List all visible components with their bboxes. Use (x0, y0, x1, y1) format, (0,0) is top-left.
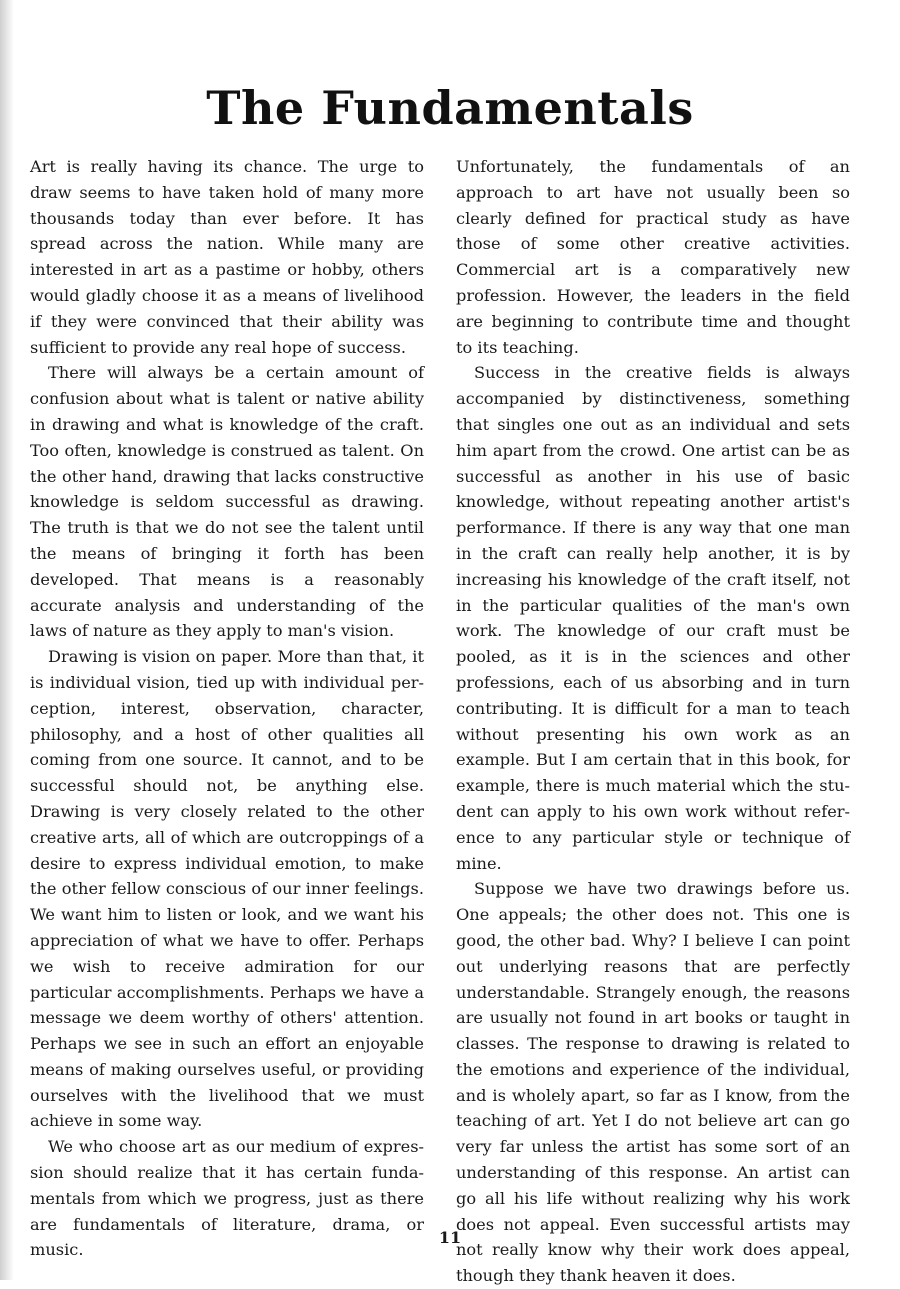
right-paragraph-1: Unfortunately, the fundamentals of an approach to art have not usually been so clearly defined for practical study as have those of some other creative activities. Commercial art is a comparatively new profession. However, the leaders in the field are beginning to contribute time and thought to its teaching. (456, 157, 850, 357)
left-paragraph-3: Drawing is vision on paper. More than that, it is individual vision, tied up with individual perception, interest, observation, character, philosophy, and a host of other qualities all coming from one source. It cannot, and to be successful should not, be anything else. Drawing is very closely related to the other creative arts, all of which are outcroppings of a desire to express individual emotion, to make the other fellow conscious of our inner feelings. We want him to listen or look, and we want his appreciation of what we have to offer. Perhaps we wish to receive admiration for our particular accomplishments. Perhaps we have a message we deem worthy of others' attention. Perhaps we see in such an effort an enjoyable means of making ourselves useful, or providing ourselves with the livelihood that we must achieve in some way. (30, 647, 424, 1131)
left-text-column (30, 154, 424, 1263)
page-gutter-shadow (0, 0, 14, 1280)
left-paragraph-4: We who choose art as our medium of expression should realize that it has certain fundamentals from which we progress, just as there are fundamentals of literature, drama, or music. (30, 1137, 424, 1260)
left-paragraph-1: Art is really having its chance. The urge to draw seems to have taken hold of many more thousands today than ever before. It has spread across the nation. While many are interested in art as a pastime or hobby, others would gladly choose it as a means of livelihood if they were convinced that their ability was sufficient to provide any real hope of success. (30, 157, 424, 357)
right-paragraph-3: Suppose we have two drawings before us. One appeals; the other does not. This one is good, the other bad. Why? I believe I can point out underlying reasons that are perfectly understandable. Strangely enough, the reasons are usually not found in art books or taught in classes. The response to drawing is related to the emotions and experience of the individual, and is wholely apart, so far as I know, from the teaching of art. Yet I do not believe art can go very far unless the artist has some sort of an understanding of this response. An artist can go all his life without realizing why his work does not appeal. Even successful artists may not really know why their work does appeal, though they thank heaven it does. (456, 879, 850, 1286)
right-text-column (456, 154, 850, 1289)
page-title: The Fundamentals (206, 80, 694, 135)
right-paragraph-2: Success in the creative fields is always accompanied by distinctiveness, something that singles one out as an individual and sets him apart from the crowd. One artist can be as successful as another in his use of basic knowledge, without repeating another artist's performance. If there is any way that one man in the craft can really help another, it is by increasing his knowledge of the craft itself, not in the particular qualities of the man's own work. The knowledge of our craft must be pooled, as it is in the sciences and other professions, each of us absorbing and in turn contributing. It is difficult for a man to teach without presenting his own work as an example. But I am certain that in this book, for example, there is much material which the student can apply to his own work without reference to any particular style or technique of mine. (456, 363, 850, 873)
left-paragraph-2: There will always be a certain amount of confusion about what is talent or native ability in drawing and what is knowledge of the craft. Too often, knowledge is construed as talent. On the other hand, drawing that lacks constructive knowledge is seldom successful as drawing. The truth is that we do not see the talent until the means of bringing it forth has been developed. That means is a reasonably accurate analysis and understanding of the laws of nature as they apply to man's vision. (30, 363, 424, 641)
page-number: 11 (438, 1228, 462, 1247)
